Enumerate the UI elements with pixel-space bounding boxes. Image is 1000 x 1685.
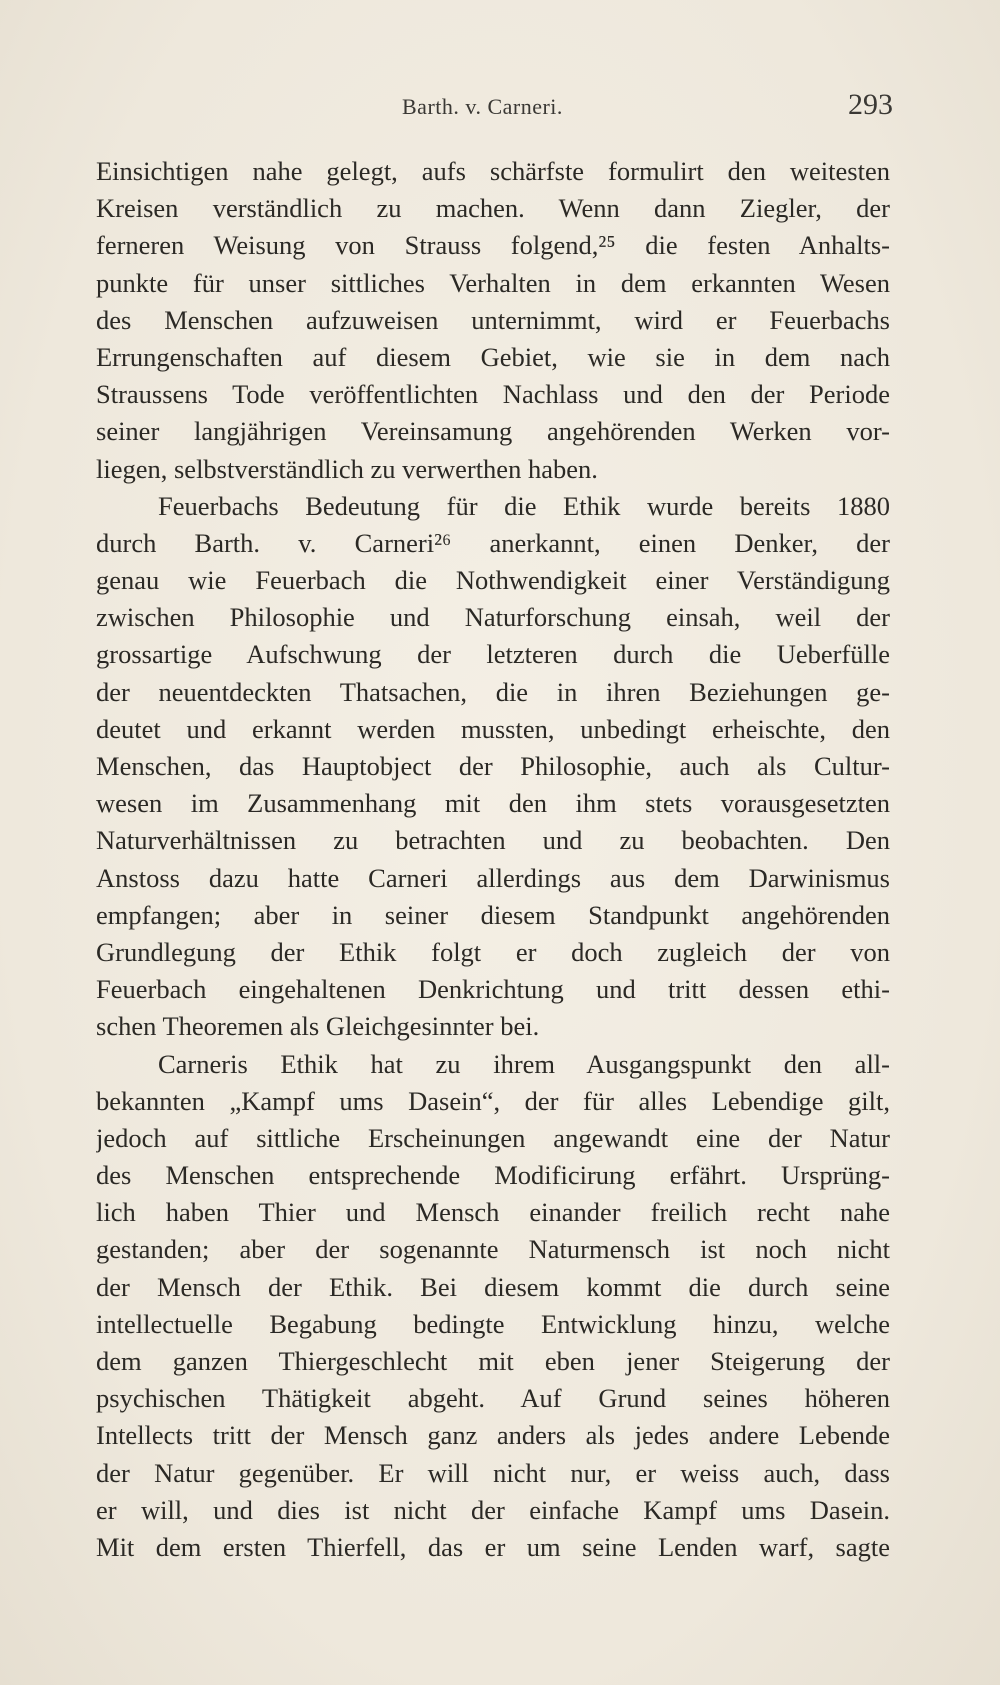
- text-line: deutet und erkannt werden mussten, unbedingt erheischte, den: [96, 713, 890, 744]
- text-line: der Natur gegenüber. Er will nicht nur, er weiss auch, dass: [96, 1457, 890, 1488]
- text-line: zwischen Philosophie und Naturforschung einsah, weil der: [96, 602, 890, 633]
- text-line: Straussens Tode veröffentlichten Nachlass und den der Periode: [96, 379, 890, 410]
- text-line: Intellects tritt der Mensch ganz anders als jedes andere Lebende: [96, 1420, 890, 1451]
- text-line: der neuentdeckten Thatsachen, die in ihren Beziehungen ge-: [96, 676, 890, 707]
- page-header: [0, 88, 1000, 128]
- text-line: bekannten „Kampf ums Dasein“, der für alles Lebendige gilt,: [96, 1085, 890, 1116]
- text-line: Anstoss dazu hatte Carneri allerdings aus dem Darwinismus: [96, 862, 890, 893]
- text-line: punkte für unser sittliches Verhalten in dem erkannten Wesen: [96, 267, 890, 298]
- text-line: gestanden; aber der sogenannte Naturmensch ist noch nicht: [96, 1234, 890, 1265]
- text-line: lich haben Thier und Mensch einander freilich recht nahe: [96, 1197, 890, 1228]
- running-head: Barth. v. Carneri.: [402, 94, 563, 119]
- text-line: durch Barth. v. Carneri²⁶ anerkannt, einen Denker, der: [96, 527, 890, 558]
- text-line: liegen, selbstverständlich zu verwerthen haben.: [96, 453, 598, 484]
- text-line: genau wie Feuerbach die Nothwendigkeit einer Verständigung: [96, 565, 890, 596]
- text-line: psychischen Thätigkeit abgeht. Auf Grund seines höheren: [96, 1383, 890, 1414]
- text-line: wesen im Zusammenhang mit den ihm stets vorausgesetzten: [96, 788, 890, 819]
- text-line: schen Theoremen als Gleichgesinnter bei.: [96, 1011, 540, 1042]
- text-line: des Menschen aufzuweisen unternimmt, wird er Feuerbachs: [96, 304, 890, 335]
- text-line: Menschen, das Hauptobject der Philosophie, auch als Cultur-: [96, 751, 890, 781]
- text-line: seiner langjährigen Vereinsamung angehörenden Werken vor-: [96, 416, 890, 447]
- text-line: des Menschen entsprechende Modificirung erfährt. Ursprüng-: [96, 1160, 890, 1191]
- text-line: der Mensch der Ethik. Bei diesem kommt die durch seine: [96, 1271, 890, 1302]
- text-line: dem ganzen Thiergeschlecht mit eben jener Steigerung der: [96, 1346, 890, 1376]
- text-line: Naturverhältnissen zu betrachten und zu beobachten. Den: [96, 825, 890, 856]
- text-line: Errungenschaften auf diesem Gebiet, wie sie in dem nach: [96, 341, 890, 372]
- text-line: Kreisen verständlich zu machen. Wenn dann Ziegler, der: [96, 193, 890, 224]
- text-line: ferneren Weisung von Strauss folgend,²⁵ die festen Anhalts-: [96, 230, 890, 261]
- text-line: intellectuelle Begabung bedingte Entwicklung hinzu, welche: [96, 1308, 890, 1339]
- text-line: Mit dem ersten Thierfell, das er um seine Lenden warf, sagte: [96, 1531, 890, 1562]
- text-line: Grundlegung der Ethik folgt er doch zugleich der von: [96, 936, 890, 967]
- paragraph-first-line: Carneris Ethik hat zu ihrem Ausgangspunkt den all-: [158, 1048, 890, 1079]
- text-line: Feuerbach eingehaltenen Denkrichtung und tritt dessen ethi-: [96, 974, 890, 1005]
- paragraph-first-line: Feuerbachs Bedeutung für die Ethik wurde bereits 1880: [158, 490, 890, 521]
- text-line: grossartige Aufschwung der letzteren durch die Ueberfülle: [96, 639, 890, 670]
- text-line: Einsichtigen nahe gelegt, aufs schärfste formulirt den weitesten: [96, 156, 890, 186]
- body-text: [96, 153, 890, 1566]
- text-line: empfangen; aber in seiner diesem Standpunkt angehörenden: [96, 899, 890, 930]
- page-number: 293: [848, 88, 893, 121]
- text-line: er will, und dies ist nicht der einfache Kampf ums Dasein.: [96, 1494, 890, 1525]
- text-line: jedoch auf sittliche Erscheinungen angewandt eine der Natur: [96, 1122, 890, 1153]
